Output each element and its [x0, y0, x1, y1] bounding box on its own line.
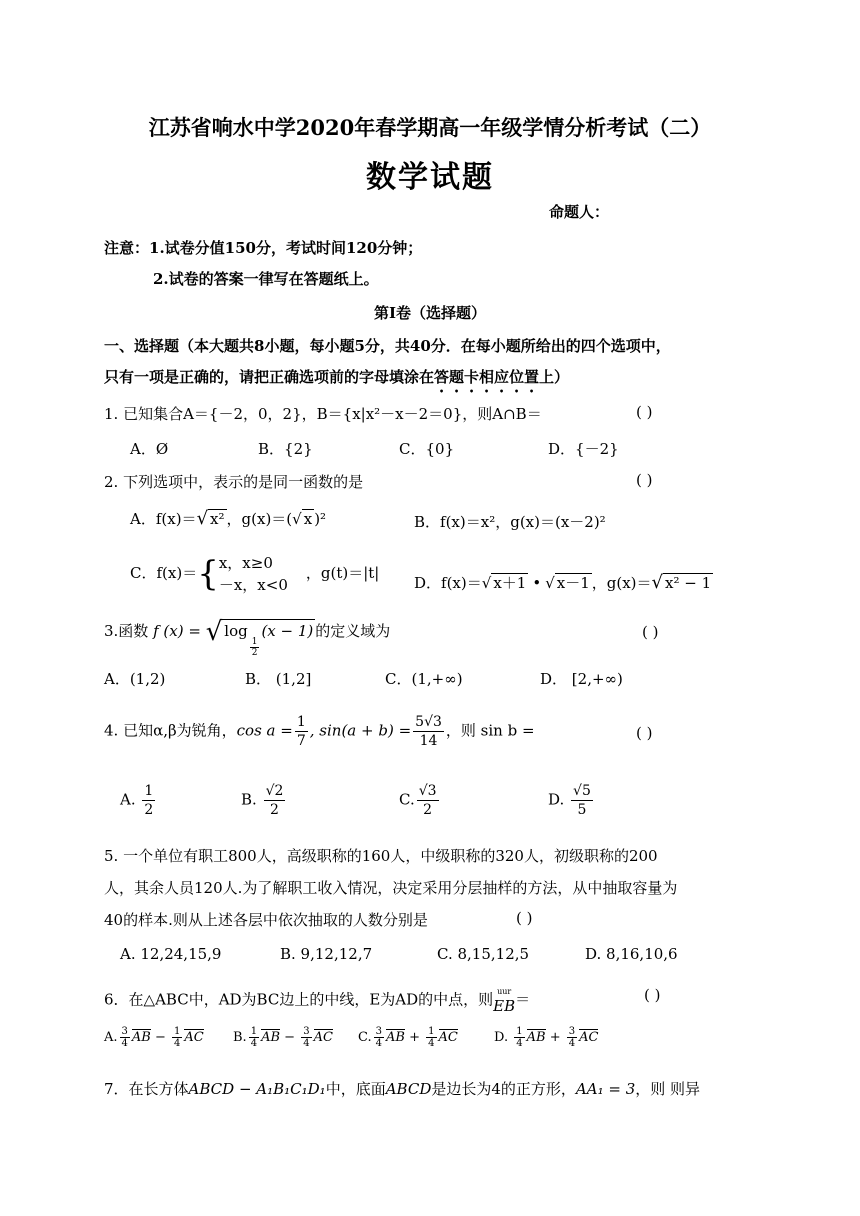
- q6-vector-label: EB: [493, 997, 516, 1015]
- q4b-label: B.: [241, 790, 257, 809]
- q3-option-b: B． (1,2]: [245, 670, 312, 688]
- q6c-vec-ac: AC: [438, 1030, 458, 1045]
- q3-log-base: [250, 637, 260, 658]
- q6d-f2-den: 4: [568, 1038, 576, 1049]
- q1-answer-paren: ( ): [636, 403, 653, 421]
- q6b-vec-ab: AB: [261, 1030, 281, 1045]
- q6b-f2-num: 3: [303, 1026, 310, 1037]
- q2c-case1: x，x≥0: [218, 554, 273, 572]
- q2d-radicand1: x＋1: [493, 574, 527, 592]
- q6-stem-text: 6．在△ABC中，AD为BC边上的中线，E为AD的中点，则: [104, 990, 494, 1009]
- heading-text-a: 只有一项是正确的，请把正确选项前的字母填涂在: [104, 368, 435, 386]
- q6b-f1-num: 1: [250, 1026, 258, 1037]
- q2-option-b: B．f(x)＝x²，g(x)＝(x－2)²: [414, 513, 606, 531]
- q3-arg: (x − 1): [261, 622, 314, 640]
- q4a-den: 2: [144, 802, 154, 818]
- q4-option-a: [120, 782, 157, 819]
- q3-suffix: 的定义域为: [315, 622, 391, 640]
- q1-stem: 1. 已知集合A＝{－2，0，2}，B＝{x|x²－x－2＝0}，则A∩B＝: [104, 405, 542, 423]
- q2a-radicand: x²: [210, 510, 225, 528]
- q3-option-a: A．(1,2): [104, 670, 166, 688]
- q6d-vec-ab: AB: [526, 1030, 546, 1045]
- q6d-frac2: [567, 1026, 577, 1049]
- q6a-vec-ab: AB: [131, 1030, 151, 1045]
- q4d-num: √5: [573, 783, 591, 799]
- sqrt-symbol: √: [651, 572, 664, 593]
- q7-suffix: ，则 则异: [635, 1080, 701, 1098]
- q7-base: ABCD: [385, 1080, 432, 1098]
- q4c-label: C.: [399, 790, 415, 809]
- q3-stem: [104, 617, 390, 658]
- q4-sin: , sin(a + b) =: [309, 721, 412, 740]
- q6c-frac1: [374, 1026, 384, 1049]
- q6-option-b: [233, 1026, 333, 1049]
- q1-option-a: A．Ø: [130, 440, 169, 458]
- q2-option-d: [414, 572, 713, 593]
- q2c-case2: －x，x<0: [218, 576, 288, 594]
- q3-option-c: C．(1,+∞): [385, 670, 463, 688]
- q4d-frac: [571, 782, 593, 819]
- q4-stem: [104, 713, 535, 750]
- q6c-vec-ab: AB: [386, 1030, 405, 1045]
- q2-option-a: [130, 508, 326, 529]
- q6c-f1-den: 4: [375, 1038, 382, 1049]
- q4c-frac: [417, 782, 439, 819]
- heading-text-emphasis: 答题卡相应位置: [434, 368, 540, 386]
- q6-vector-eb: [493, 986, 515, 1015]
- q2a-radicand2: x: [303, 510, 313, 528]
- q4-cos-num: 1: [296, 714, 306, 730]
- q3-fx: f (x) =: [153, 622, 201, 640]
- sqrt-symbol: √: [545, 574, 555, 592]
- q5-line3: 40的样本.则从上述各层中依次抽取的人数分别是: [104, 911, 428, 929]
- q4-prefix: 4. 已知α,β为锐角，: [104, 721, 237, 740]
- q2-stem: 2. 下列选项中，表示的是同一函数的是: [104, 473, 364, 491]
- q5-option-c: C. 8,15,12,5: [437, 945, 530, 963]
- q3-option-d: D． [2,+∞): [540, 670, 623, 688]
- q5-line2: 人，其余人员120人.为了解职工收入情况，决定采用分层抽样的方法，从中抽取容量为: [104, 879, 678, 897]
- q4a-num: 1: [144, 783, 154, 799]
- q7-mid: 中，底面: [325, 1080, 386, 1098]
- q1-option-c: C．{0}: [399, 440, 455, 458]
- notice-item1: 1.试卷分值150分，考试时间120分钟；: [149, 239, 423, 257]
- q6-answer-paren: ( ): [644, 986, 661, 1004]
- q4-cos-frac: [295, 713, 308, 750]
- q6d-f1-num: 1: [516, 1026, 523, 1037]
- q2a-mid: ，g(x)＝(: [226, 510, 293, 528]
- q7-edge: AA₁ = 3: [575, 1080, 636, 1098]
- q4d-label: D.: [548, 790, 565, 809]
- heading-text-b: 上）: [539, 368, 570, 386]
- q2c-post: ，g(t)＝|t|: [305, 564, 380, 582]
- q6a-vec-ac: AC: [184, 1030, 204, 1045]
- q6-option-c: [358, 1026, 458, 1049]
- q6a-label: A.: [104, 1030, 118, 1045]
- q6d-f1-den: 4: [516, 1038, 523, 1049]
- q6b-label: B.: [233, 1030, 247, 1045]
- notice-label: 注意：: [104, 239, 150, 257]
- q3-log: log: [224, 622, 248, 640]
- q5-answer-paren: ( ): [516, 909, 533, 927]
- q6a-frac2: [172, 1026, 182, 1049]
- author-label: 命题人：: [549, 203, 610, 221]
- q4-cos-den: 7: [296, 733, 306, 749]
- q1-option-b: B．{2}: [258, 440, 313, 458]
- q4-cos: cos a =: [236, 721, 293, 740]
- q3-answer-paren: ( ): [642, 623, 659, 641]
- q6c-label: C.: [358, 1030, 372, 1045]
- q6a-op: −: [155, 1030, 166, 1045]
- q6d-label: D.: [494, 1030, 509, 1045]
- q4-option-b: [241, 782, 287, 819]
- q6-option-d: [494, 1026, 598, 1049]
- q2-answer-paren: ( ): [636, 471, 653, 489]
- q6-eq: ＝: [515, 990, 531, 1009]
- q1-option-d: D．{－2}: [548, 440, 619, 458]
- exam-title: 江苏省响水中学2020年春学期高一年级学情分析考试（二）: [148, 115, 712, 140]
- q6c-frac2: [426, 1026, 436, 1049]
- q6-stem: [104, 986, 530, 1015]
- q6b-frac1: [249, 1026, 259, 1049]
- q2-option-c: [130, 552, 379, 596]
- q2a-post: )²: [314, 510, 327, 528]
- sqrt-symbol: √: [205, 617, 223, 647]
- q4-sin-den: 14: [419, 733, 438, 749]
- q4-option-c: [399, 782, 441, 819]
- q6b-f2-den: 4: [303, 1038, 310, 1049]
- q7-prefix: 7．在长方体: [104, 1080, 189, 1098]
- q6b-op: −: [284, 1030, 296, 1045]
- sqrt-symbol: √: [196, 508, 209, 529]
- q2c-prefix: C．f(x)＝: [130, 564, 198, 582]
- q4b-num: √2: [265, 783, 284, 799]
- q6d-vec-ac: AC: [579, 1030, 599, 1045]
- q7-stem: [104, 1078, 700, 1099]
- notice-line1: [104, 237, 422, 258]
- sqrt-symbol: √: [481, 574, 492, 592]
- q4d-den: 5: [577, 802, 587, 818]
- q7-solid: ABCD − A₁B₁C₁D₁: [188, 1080, 326, 1098]
- q6c-f2-den: 4: [428, 1038, 435, 1049]
- q6b-f1-den: 4: [250, 1038, 258, 1049]
- q5-option-d: D. 8,16,10,6: [585, 945, 678, 963]
- q6a-frac1: [120, 1026, 130, 1049]
- q4c-den: 2: [423, 802, 433, 818]
- q6c-f2-num: 1: [428, 1026, 435, 1037]
- q5-option-b: B. 9,12,12,7: [280, 945, 373, 963]
- q4a-frac: [142, 782, 155, 819]
- q6d-f2-num: 3: [568, 1026, 576, 1037]
- q4c-num: √3: [418, 783, 437, 799]
- q7-mid2: 是边长为4的正方形，: [431, 1080, 576, 1098]
- q4-answer-paren: ( ): [636, 724, 653, 742]
- q6-vector-mark: uur: [497, 987, 512, 996]
- q3-base-num: 1: [251, 637, 258, 647]
- sqrt-symbol: √: [292, 510, 302, 528]
- q4b-den: 2: [270, 802, 279, 818]
- q4-sin-frac: [413, 713, 444, 750]
- q6b-frac2: [301, 1026, 311, 1049]
- left-brace: {: [197, 554, 219, 594]
- q6a-f2-den: 4: [174, 1038, 181, 1049]
- q3-prefix: 3.函数: [104, 622, 149, 640]
- section-heading-line1: 一、选择题（本大题共8小题，每小题5分，共40分．在每小题所给出的四个选项中，: [104, 337, 671, 355]
- q5-line1: 5. 一个单位有职工800人，高级职称的160人，中级职称的320人，初级职称的200: [104, 847, 658, 865]
- section-heading-line2: [104, 366, 569, 396]
- q2d-radicand3: x² − 1: [665, 574, 712, 592]
- q6a-f2-num: 1: [174, 1026, 181, 1037]
- q4b-frac: [264, 782, 286, 819]
- q4-sin-num: 5√3: [415, 714, 442, 730]
- q4a-label: A.: [120, 790, 136, 809]
- q2d-radicand2: x－1: [556, 574, 590, 592]
- q6d-frac1: [514, 1026, 524, 1049]
- q6c-f1-num: 3: [375, 1026, 382, 1037]
- q3-radicand: [222, 619, 315, 658]
- q2c-cases: [219, 552, 288, 596]
- volume-title: 第Ⅰ卷（选择题）: [373, 304, 487, 322]
- q3-base-den: 2: [251, 648, 258, 658]
- q2d-mid: ，g(x)＝: [591, 574, 652, 592]
- q6b-vec-ac: AC: [313, 1030, 333, 1045]
- q6d-op: +: [549, 1030, 561, 1045]
- q6-option-a: [104, 1026, 204, 1049]
- q6c-op: +: [409, 1030, 420, 1045]
- q6a-f1-num: 3: [121, 1026, 128, 1037]
- q4-suffix: ，则 sin b =: [445, 721, 535, 740]
- subject-title: 数学试题: [366, 160, 494, 195]
- notice-item2: 2.试卷的答案一律写在答题纸上。: [153, 270, 379, 288]
- q2d-prefix: D．f(x)＝: [414, 574, 482, 592]
- q6a-f1-den: 4: [121, 1038, 128, 1049]
- q4-option-d: [548, 782, 595, 819]
- q2a-prefix: A．f(x)＝: [130, 510, 197, 528]
- q2d-dot: •: [532, 574, 542, 592]
- q5-option-a: A. 12,24,15,9: [120, 945, 222, 963]
